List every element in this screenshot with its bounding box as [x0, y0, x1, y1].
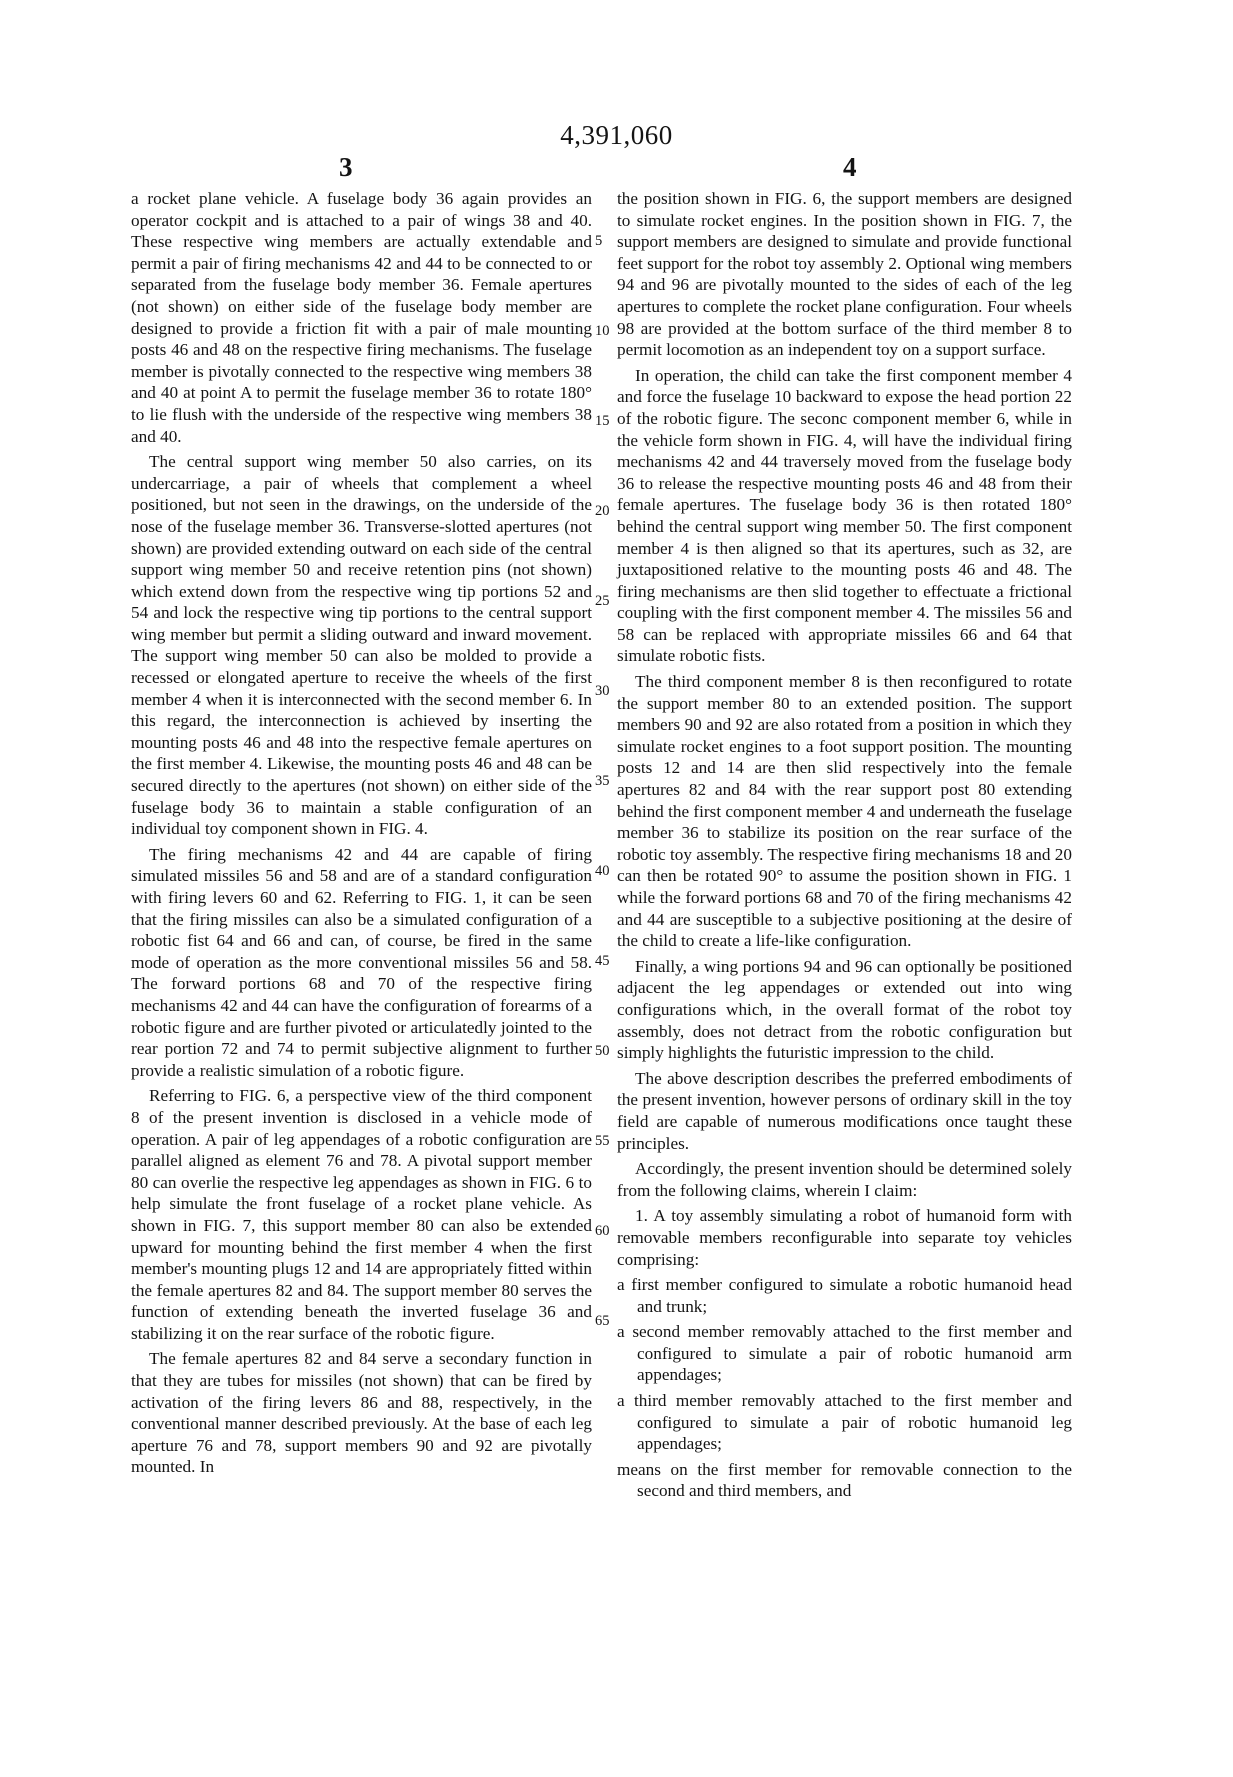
paragraph: The above description describes the preferred embodiments of the present invention, however persons of ordinary skill in the toy field are capable of numerous modifications once taught these principles.: [617, 1068, 1072, 1153]
paragraph: Finally, a wing portions 94 and 96 can optionally be positioned adjacent the leg appendages or extended out into wing configurations which, in the overall format of the robot toy assembly, does not detract from the robotic configuration but simply highlights the futuristic impression to the child.: [617, 956, 1072, 1063]
line-number: 60: [595, 1223, 610, 1239]
patent-number: 4,391,060: [560, 120, 673, 150]
claim-1-preamble: 1. A toy assembly simulating a robot of humanoid form with removable members reconfigurable into separate toy vehicles comprising:: [617, 1206, 1072, 1269]
line-number: 30: [595, 683, 610, 699]
line-number: 35: [595, 773, 610, 789]
paragraph: The female apertures 82 and 84 serve a secondary function in that they are tubes for missiles (not shown) that can be fired by activation of the firing levers 86 and 88, respectively, in the conventional manner described previously. At the base of each leg aperture 76 and 78, support members 90 and 92 are pivotally mounted. In: [131, 1349, 592, 1477]
paragraph: the position shown in FIG. 6, the support members are designed to simulate rocket engines. In the position shown in FIG. 7, the support members are designed to simulate and provide functional feet support for the robot toy assembly 2. Optional wing members 94 and 96 are pivotally mounted to the sides of each of the leg apertures to complete the rocket plane configuration. Four wheels 98 are provided at the bottom surface of the third member 8 to permit locomotion as an independent toy on a support surface.: [617, 189, 1072, 360]
column-number-right: 4: [843, 152, 857, 182]
left-column: [131, 188, 592, 1482]
paragraph: Referring to FIG. 6, a perspective view of the third component 8 of the present invention is disclosed in a vehicle mode of operation. A pair of leg appendages of a robotic configuration are parallel aligned as element 76 and 78. A pivotal support member 80 can overlie the respective leg appendages as shown in FIG. 6 to help simulate the front fuselage of a rocket plane vehicle. As shown in FIG. 7, this support member 80 can also be extended upward for mounting behind the first member 4 when the first member's mounting plugs 12 and 14 are appropriately fitted within the female apertures 82 and 84. The support member 80 serves the function of extending beneath the inverted fuselage 36 and stabilizing it on the rear surface of the robotic figure.: [131, 1086, 592, 1343]
paragraph: The central support wing member 50 also carries, on its undercarriage, a pair of wheels that complement a wheel positioned, but not seen in the drawings, on the underside of the nose of the fuselage member 36. Transverse-slotted apertures (not shown) are provided extending outward on each side of the central support wing member 50 and receive retention pins (not shown) which extend down from the respective wing tip portions 52 and 54 and lock the respective wing tip portions to the central support wing member but permit a sliding outward and inward movement. The support wing member 50 can also be molded to provide a recessed or elongated aperture to receive the wheels of the first member 4 when it is interconnected with the second member 6. In this regard, the interconnection is achieved by inserting the mounting posts 46 and 48 into the respective female apertures on the first member 4. Likewise, the mounting posts 46 and 48 can be secured directly to the apertures (not shown) on either side of the fuselage body 36 to maintain a stable configuration of an individual toy component shown in FIG. 4.: [131, 452, 592, 839]
line-number: 5: [595, 233, 603, 249]
claim-element: a third member removably attached to the first member and configured to simulate a pair of robotic humanoid leg appendages;: [617, 1391, 1072, 1454]
paragraph: Accordingly, the present invention should be determined solely from the following claims, wherein I claim:: [617, 1159, 1072, 1200]
line-number: 65: [595, 1313, 610, 1329]
claim-element: a first member configured to simulate a robotic humanoid head and trunk;: [617, 1275, 1072, 1316]
paragraph: In operation, the child can take the first component member 4 and force the fuselage 10 backward to expose the head portion 22 of the robotic figure. The seconc component member 6, while in the vehicle form shown in FIG. 4, will have the individual firing mechanisms 42 and 44 traversely moved from the fuselage body 36 to release the respective mounting posts 46 and 48 from their female apertures. The fuselage body 36 is then rotated 180° behind the central support wing member 50. The first component member 4 is then aligned so that its apertures, such as 32, are juxtapositioned relative to the mounting posts 46 and 48. The firing mechanisms are then slid together to effectuate a frictional coupling with the first component member 4. The missiles 56 and 58 can be replaced with appropriate missiles 66 and 64 that simulate robotic fists.: [617, 365, 1072, 666]
line-number: 45: [595, 953, 610, 969]
column-number-left: 3: [339, 152, 353, 182]
paragraph: The third component member 8 is then reconfigured to rotate the support member 80 to an extended position. The support members 90 and 92 are also rotated from a position in which they simulate rocket engines to a foot support position. The mounting posts 12 and 14 are then slid respectively into the female apertures 82 and 84 with the rear support post 80 extending behind the first component member 4 and underneath the fuselage member 36 to stabilize its position on the rear surface of the robotic toy assembly. The respective firing mechanisms 18 and 20 can then be rotated 90° to assume the position shown in FIG. 1 while the forward portions 68 and 70 of the firing mechanisms 42 and 44 are susceptible to a subjective positioning at the desire of the child to create a life-like configuration.: [617, 672, 1072, 951]
line-number: 20: [595, 503, 610, 519]
claim-element: means on the first member for removable connection to the second and third members, and: [617, 1459, 1072, 1501]
paragraph: a rocket plane vehicle. A fuselage body 36 again provides an operator cockpit and is attached to a pair of wings 38 and 40. These respective wing members are actually extendable and permit a pair of firing mechanisms 42 and 44 to be connected to or separated from the fuselage body member 36. Female apertures (not shown) on either side of the fuselage body member are designed to provide a friction fit with a pair of male mounting posts 46 and 48 on the respective firing mechanisms. The fuselage member is pivotally connected to the respective wing members 38 and 40 at point A to permit the fuselage member 36 to rotate 180° to lie flush with the underside of the respective wing members 38 and 40.: [131, 189, 592, 446]
line-number: 25: [595, 593, 610, 609]
line-number: 40: [595, 863, 610, 879]
line-number: 10: [595, 323, 610, 339]
line-number: 50: [595, 1043, 610, 1059]
claim-element: a second member removably attached to the first member and configured to simulate a pair of robotic humanoid arm appendages;: [617, 1322, 1072, 1385]
line-number: 55: [595, 1133, 610, 1149]
page-header: [0, 116, 1233, 182]
line-number: 15: [595, 413, 610, 429]
paragraph: The firing mechanisms 42 and 44 are capable of firing simulated missiles 56 and 58 and are of a standard configuration with firing levers 60 and 62. Referring to FIG. 1, it can be seen that the firing missiles can also be a simulated configuration of a robotic fist 64 and 66 and can, of course, be fired in the same mode of operation as the more conventional missiles 56 and 58. The forward portions 68 and 70 of the respective firing mechanisms 42 and 44 can have the configuration of forearms of a robotic figure and are further pivoted or articulatedly jointed to the rear portion 72 and 74 to permit subjective alignment to further provide a realistic simulation of a robotic figure.: [131, 844, 592, 1080]
right-column: [617, 188, 1072, 1506]
